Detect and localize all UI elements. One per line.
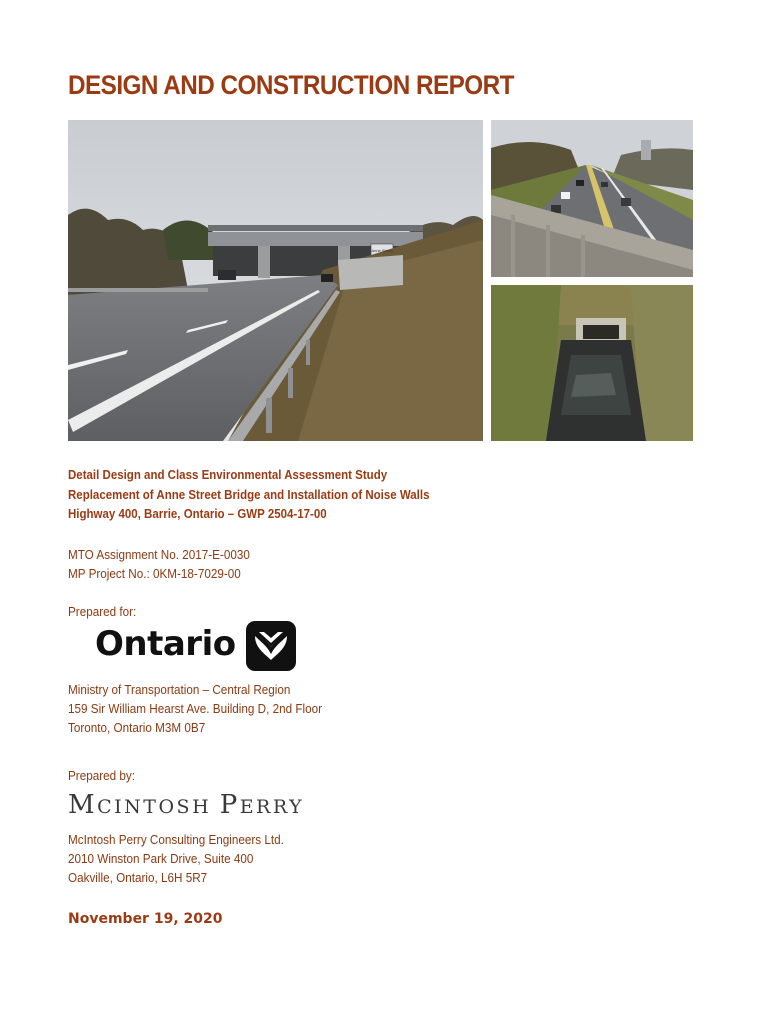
prepared-by-label [68, 766, 135, 785]
consultant-address [68, 830, 284, 887]
culvert-photo [491, 285, 693, 441]
prepared-for-text: Prepared for: [68, 604, 137, 619]
client-org: Ministry of Transportation – Central Region [68, 682, 291, 697]
study-line-1: Detail Design and Class Environmental Assessment Study [68, 468, 388, 482]
trillium-icon [245, 620, 297, 672]
ontario-wordmark: Ontario [95, 624, 236, 664]
client-address-line-1: 159 Sir William Hearst Ave. Building D, 2nd Floor [68, 701, 323, 716]
consultant-company: McIntosh Perry Consulting Engineers Ltd. [68, 832, 284, 847]
assignment-numbers [68, 545, 250, 583]
logo-letter-m: M [68, 790, 98, 820]
mcintosh-perry-logo [68, 790, 304, 820]
consultant-address-line-1: 2010 Winston Park Drive, Suite 400 [68, 851, 254, 866]
logo-letter-p: P [219, 790, 240, 820]
mp-project-number: MP Project No.: 0KM-18-7029-00 [68, 566, 241, 581]
consultant-address-line-2: Oakville, Ontario, L6H 5R7 [68, 870, 208, 885]
bridge-photo [68, 120, 483, 441]
report-date: November 19, 2020 [68, 911, 223, 927]
logo-erry: ERRY [239, 796, 305, 818]
bridge-sign-text: Anne Street [371, 248, 393, 253]
mto-assignment-number: MTO Assignment No. 2017-E-0030 [68, 547, 250, 562]
prepared-for-label [68, 602, 136, 621]
study-line-2: Replacement of Anne Street Bridge and Installation of Noise Walls [68, 487, 430, 502]
client-address-line-2: Toronto, Ontario M3M 0B7 [68, 720, 206, 735]
logo-letter-c: C [97, 796, 115, 818]
highway-photo [491, 120, 693, 277]
ontario-logo [95, 620, 300, 672]
report-title: DESIGN AND CONSTRUCTION REPORT [68, 70, 514, 100]
study-description [68, 466, 429, 525]
study-line-3: Highway 400, Barrie, Ontario – GWP 2504-17-00 [68, 507, 327, 521]
logo-intosh: INTOSH [114, 796, 220, 818]
prepared-by-text: Prepared by: [68, 768, 135, 783]
client-address [68, 680, 322, 737]
